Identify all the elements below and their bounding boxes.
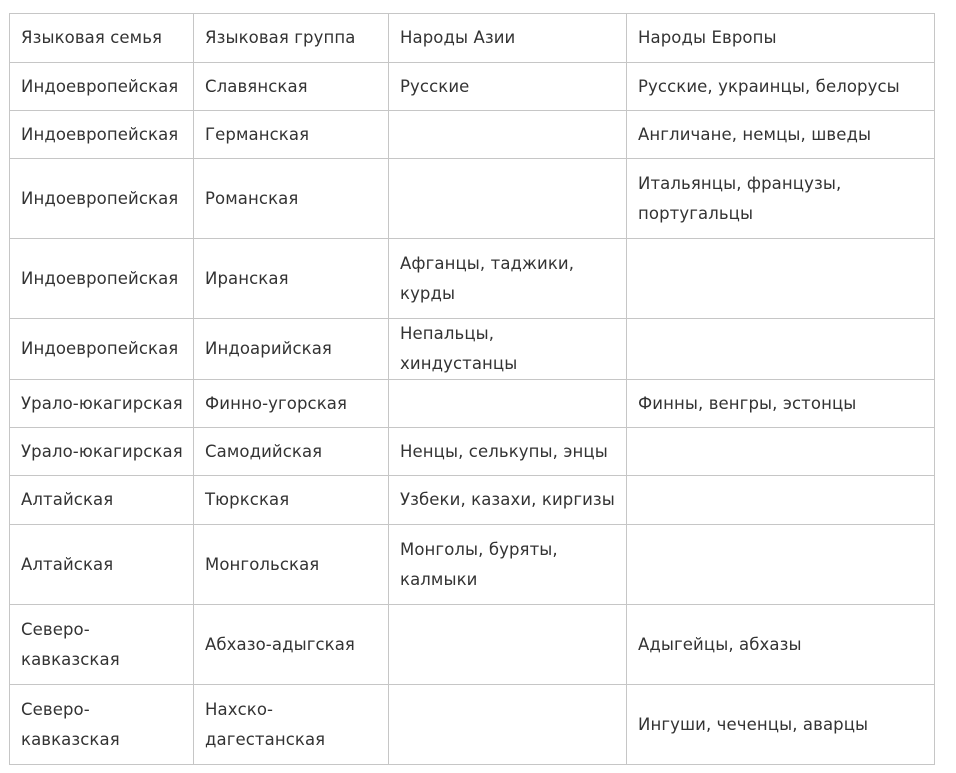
table-row — [10, 239, 935, 319]
table-row — [10, 319, 935, 380]
table-row — [10, 111, 935, 159]
cell-asia: Монголы, буряты, калмыки — [389, 525, 627, 605]
cell-asia — [389, 380, 627, 428]
cell-family: Алтайская — [10, 476, 194, 525]
cell-group: Финно-угорская — [194, 380, 389, 428]
cell-group: Индоарийская — [194, 319, 389, 380]
cell-europe: Итальянцы, французы, португальцы — [627, 159, 935, 239]
cell-group: Самодийская — [194, 428, 389, 476]
table-row — [10, 525, 935, 605]
cell-family: Северо-кавказская — [10, 685, 194, 765]
cell-asia — [389, 605, 627, 685]
header-language-group: Языковая группа — [194, 14, 389, 63]
cell-group: Иранская — [194, 239, 389, 319]
cell-europe — [627, 476, 935, 525]
cell-family: Алтайская — [10, 525, 194, 605]
header-peoples-europe: Народы Европы — [627, 14, 935, 63]
cell-group: Монгольская — [194, 525, 389, 605]
cell-europe — [627, 319, 935, 380]
table-header-row — [10, 14, 935, 63]
cell-family: Индоевропейская — [10, 159, 194, 239]
cell-group: Нахско-дагестанская — [194, 685, 389, 765]
table-row — [10, 63, 935, 111]
cell-asia: Ненцы, селькупы, энцы — [389, 428, 627, 476]
header-peoples-asia: Народы Азии — [389, 14, 627, 63]
table-row — [10, 476, 935, 525]
cell-europe: Англичане, немцы, шведы — [627, 111, 935, 159]
header-language-family: Языковая семья — [10, 14, 194, 63]
cell-family: Северо-кавказская — [10, 605, 194, 685]
cell-europe: Русские, украинцы, белорусы — [627, 63, 935, 111]
cell-group: Славянская — [194, 63, 389, 111]
cell-family: Урало-юкагирская — [10, 428, 194, 476]
cell-europe — [627, 525, 935, 605]
cell-asia: Непальцы, хиндустанцы — [389, 319, 627, 380]
cell-asia: Русские — [389, 63, 627, 111]
cell-group: Романская — [194, 159, 389, 239]
table-row — [10, 685, 935, 765]
cell-europe: Адыгейцы, абхазы — [627, 605, 935, 685]
cell-europe: Финны, венгры, эстонцы — [627, 380, 935, 428]
cell-asia: Узбеки, казахи, киргизы — [389, 476, 627, 525]
cell-family: Индоевропейская — [10, 319, 194, 380]
cell-group: Германская — [194, 111, 389, 159]
cell-asia — [389, 111, 627, 159]
language-families-table — [9, 13, 935, 765]
cell-family: Урало-юкагирская — [10, 380, 194, 428]
table-row — [10, 380, 935, 428]
cell-group: Тюркская — [194, 476, 389, 525]
cell-europe: Ингуши, чеченцы, аварцы — [627, 685, 935, 765]
table-row — [10, 605, 935, 685]
cell-asia — [389, 159, 627, 239]
table-row — [10, 428, 935, 476]
table-row — [10, 159, 935, 239]
cell-europe — [627, 239, 935, 319]
cell-asia: Афганцы, таджики, курды — [389, 239, 627, 319]
cell-family: Индоевропейская — [10, 63, 194, 111]
cell-europe — [627, 428, 935, 476]
cell-family: Индоевропейская — [10, 111, 194, 159]
cell-family: Индоевропейская — [10, 239, 194, 319]
cell-asia — [389, 685, 627, 765]
cell-group: Абхазо-адыгская — [194, 605, 389, 685]
